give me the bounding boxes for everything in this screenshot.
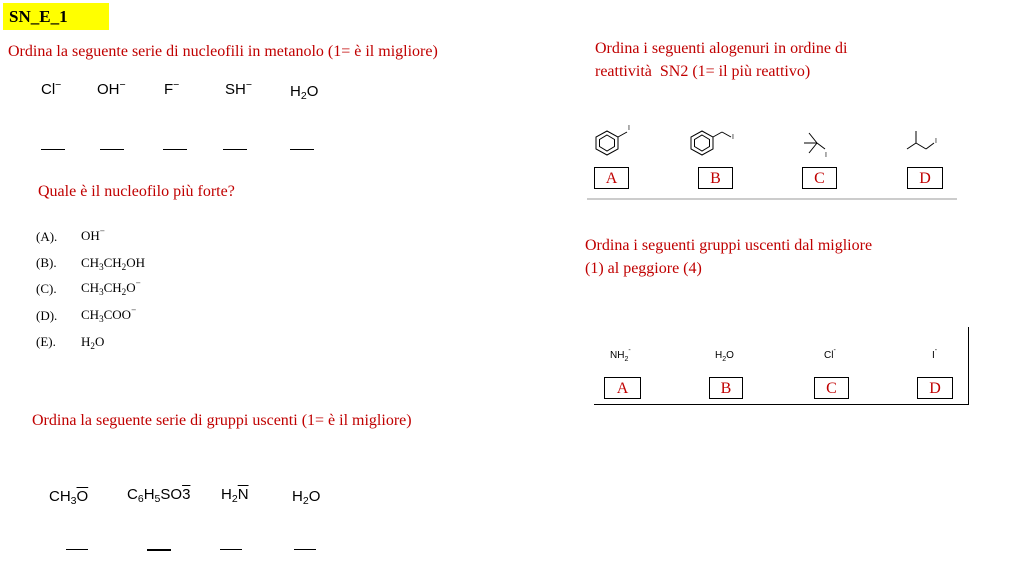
q3-prompt: Ordina la seguente serie di gruppi uscenti (1= è il migliore) xyxy=(32,412,412,429)
nucleophile-oh: OH− xyxy=(97,79,126,98)
svg-text:I: I xyxy=(732,134,734,141)
answer-blank[interactable] xyxy=(66,549,88,550)
structure-d xyxy=(907,131,934,149)
structure-b xyxy=(691,131,731,155)
choice-box-c[interactable]: C xyxy=(814,377,849,399)
choice-box-b[interactable]: B xyxy=(698,167,733,189)
option-letter: (A). xyxy=(36,229,58,244)
choice-box-c[interactable]: C xyxy=(802,167,837,189)
structure-c xyxy=(804,133,825,153)
q1-prompt: Ordina la seguente serie di nucleofili in metanolo (1= è il migliore) xyxy=(8,43,438,60)
leaving-group-h2o: $H_2O$ xyxy=(715,350,734,363)
nucleophile-sh: SH− xyxy=(225,79,252,98)
alkyl-halides-structures xyxy=(585,115,965,205)
q5-prompt-line2: (1) al peggiore (4) xyxy=(585,260,702,277)
choice-box-d[interactable]: D xyxy=(917,377,953,399)
option-letter: (D). xyxy=(36,308,58,323)
nucleophile-h2o: $H_2O$ xyxy=(290,83,319,102)
leaving-group-ch3o: $CH_3\overline{O}$ xyxy=(49,488,89,507)
choice-box-d[interactable]: D xyxy=(907,167,943,189)
answer-blank[interactable] xyxy=(220,549,242,550)
leaving-group-nh2-minus: $NH_2^-$ xyxy=(610,347,631,363)
option-formula: $H_2O$ xyxy=(81,334,105,351)
q2-prompt: Quale è il nucleofilo più forte? xyxy=(38,183,235,200)
choice-box-a[interactable]: A xyxy=(604,377,641,399)
leaving-group-h2o: $H_2O$ xyxy=(292,488,321,507)
leaving-group-nh2: $H_2\overline{N}$ xyxy=(221,486,249,505)
option-formula: $CH_3COO^-$ xyxy=(81,305,137,324)
option-letter: (E). xyxy=(36,334,56,349)
structure-a xyxy=(596,131,627,155)
q4-prompt-line1: Ordina i seguenti alogenuri in ordine di xyxy=(595,40,848,57)
choice-box-b[interactable]: B xyxy=(709,377,743,399)
svg-text:I: I xyxy=(825,152,827,159)
option-formula: $CH_3CH_2OH$ xyxy=(81,255,145,272)
answer-blank[interactable] xyxy=(223,149,247,150)
svg-text:I: I xyxy=(935,138,937,145)
nucleophile-cl: Cl− xyxy=(41,79,62,98)
option-formula: OH− xyxy=(81,226,105,243)
answer-blank[interactable] xyxy=(294,549,316,550)
option-formula: $CH_3CH_2O^-$ xyxy=(81,278,141,297)
answer-blank[interactable] xyxy=(41,149,65,150)
q4-prompt-line2: reattività SN2 (1= il più reattivo) xyxy=(595,63,811,80)
title-badge xyxy=(3,3,109,30)
answer-blank[interactable] xyxy=(163,149,187,150)
nucleophile-f: F− xyxy=(164,79,180,98)
answer-blank[interactable] xyxy=(100,149,124,150)
table-border-bottom xyxy=(594,404,969,405)
answer-blank[interactable] xyxy=(290,149,314,150)
slide-title: SN_E_1 xyxy=(9,7,68,26)
leaving-group-tosylate: $C_6H_5SO3$ xyxy=(127,486,191,505)
option-letter: (B). xyxy=(36,255,57,270)
option-letter: (C). xyxy=(36,281,57,296)
answer-blank[interactable] xyxy=(147,549,171,551)
svg-text:I: I xyxy=(628,125,630,132)
leaving-group-i-minus: I- xyxy=(932,347,938,361)
choice-box-a[interactable]: A xyxy=(594,167,629,189)
table-border-right xyxy=(968,327,969,405)
leaving-group-cl-minus: Cl- xyxy=(824,347,836,361)
q5-prompt-line1: Ordina i seguenti gruppi uscenti dal migliore xyxy=(585,237,873,254)
